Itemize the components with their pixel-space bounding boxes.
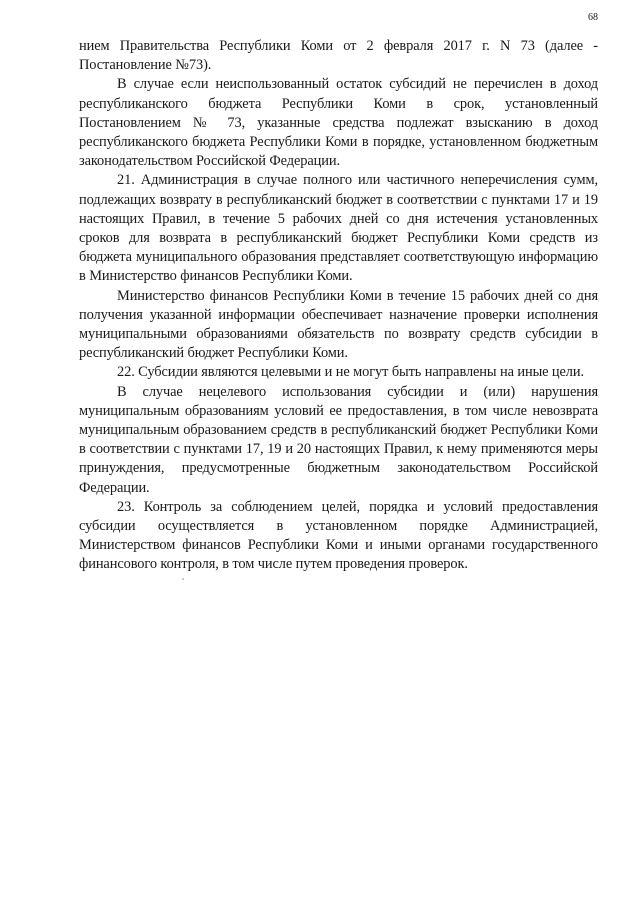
paragraph-item-23: 23. Контроль за соблюдением целей, порядка и условий предоставления субсидии осуществляется в установленном порядке Администрацией, Министерством финансов Республики Коми и иными органами государственного финансового контроля, в том числе путем проведения проверок.	[79, 498, 598, 573]
paragraph-misuse: В случае нецелевого использования субсидии и (или) нарушения муниципальным образованиям условий ее предоставления, в том числе невозврата муниципальным образованием средств в республиканский бюджет Республики Коми в соответствии с пунктами 17, 19 и 20 настоящих Правил, к нему применяются меры принуждения, предусмотренные бюджетным законодательством Российской Федерации.	[79, 383, 598, 496]
paragraph-ministry-check: Министерство финансов Республики Коми в течение 15 рабочих дней со дня получения указанной информации обеспечивает назначение проверки исполнения муниципальными образованиями обязательств по возврату средств субсидии в республиканский бюджет Республики Коми.	[79, 287, 598, 362]
scan-speck	[182, 578, 184, 580]
paragraph-item-22: 22. Субсидии являются целевыми и не могут быть направлены на иные цели.	[117, 364, 584, 381]
document-body	[79, 37, 598, 575]
paragraph-item-21: 21. Администрация в случае полного или частичного неперечисления сумм, подлежащих возврату в республиканский бюджет в соответствии с пунктами 17 и 19 настоящих Правил, в течение 5 рабочих дней со дня истечения установленных сроков для возврата в республиканский бюджет Республики Коми средств из бюджета муниципального образования представляет соответствующую информацию в Министерство финансов Республики Коми.	[79, 172, 598, 285]
page-number: 68	[588, 12, 598, 23]
paragraph-unspent-balance: В случае если неиспользованный остаток субсидий не перечислен в доход республиканского бюджета Республики Коми в срок, установленный Постановлением № 73, указанные средства подлежат взысканию в доход республиканского бюджета Республики Коми в порядке, установленном бюджетным законодательством Российской Федерации.	[79, 76, 598, 170]
paragraph-continuation: нием Правительства Республики Коми от 2 февраля 2017 г. N 73 (далее - Постановление №73).	[79, 38, 598, 74]
